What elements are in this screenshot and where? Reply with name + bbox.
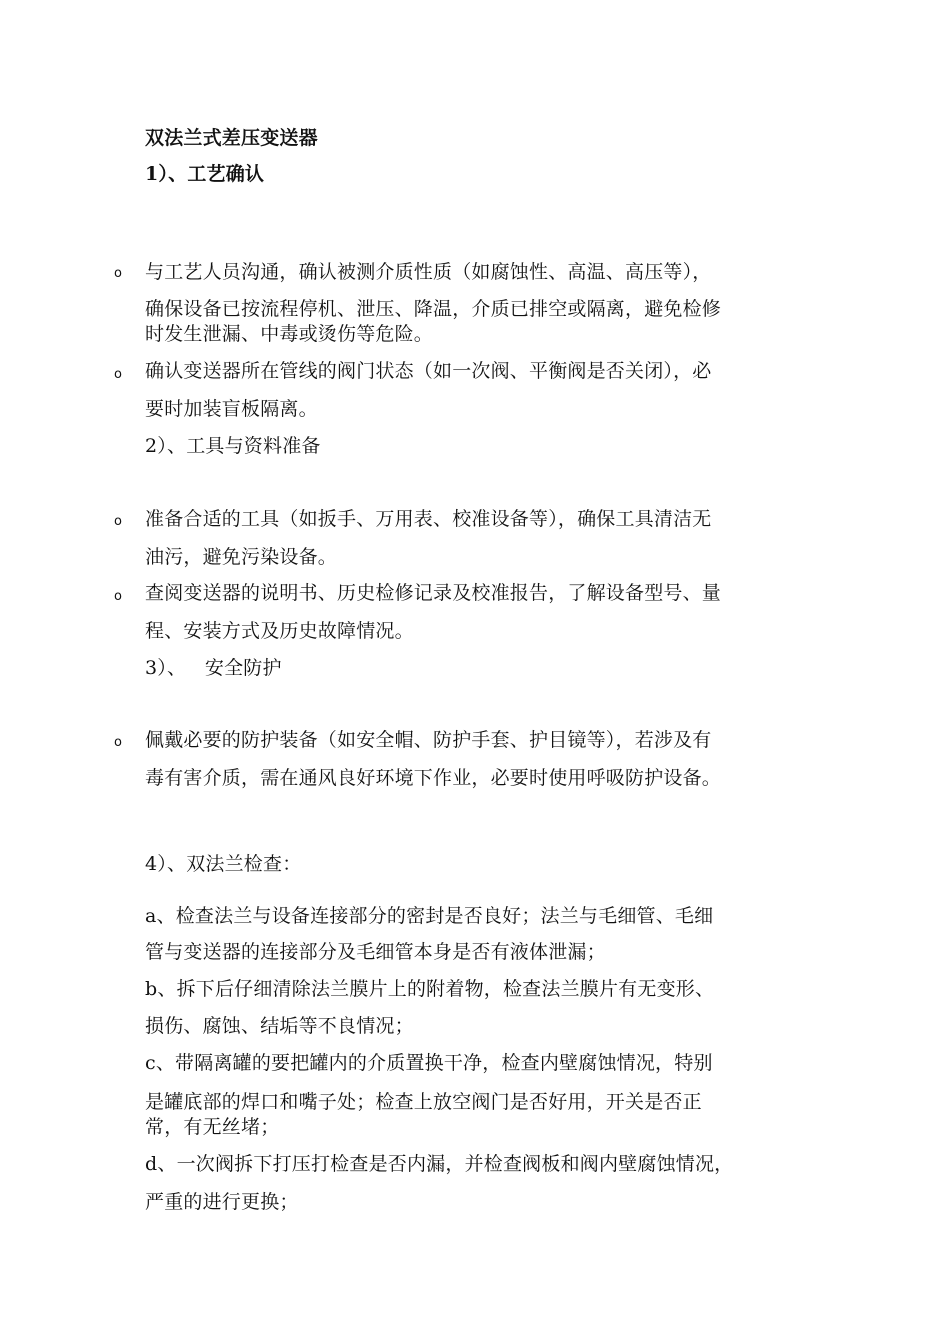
section-4-heading: 4）、双法兰检查： (145, 853, 302, 875)
bullet-marker: o (114, 589, 122, 604)
section-1-item-1-line-1: 与工艺人员沟通，确认被测介质性质（如腐蚀性、高温、高压等）， (145, 261, 712, 283)
section-1-item-1-line-2: 确保设备已按流程停机、泄压、降温，介质已排空或隔离，避免检修 (145, 298, 722, 320)
section-1-item-2-line-2: 要时加装盲板隔离。 (145, 398, 318, 420)
section-4-para-c-line-2: 是罐底部的焊口和嘴子处；检查上放空阀门是否好用，开关是否正 (145, 1091, 702, 1113)
bullet-marker: o (114, 735, 122, 750)
section-4-para-d-line-2: 严重的进行更换； (145, 1191, 299, 1213)
section-3-item-1-line-1: 佩戴必要的防护装备（如安全帽、防护手套、护目镜等），若涉及有 (145, 729, 712, 751)
bullet-marker: o (114, 367, 122, 382)
section-4-para-d-line-1: d、一次阀拆下打压打检查是否内漏，并检查阀板和阀内壁腐蚀情况， (145, 1153, 734, 1175)
section-4-para-b-line-1: b、拆下后仔细清除法兰膜片上的附着物，检查法兰膜片有无变形、 (145, 978, 715, 1000)
section-4-para-a-line-1: a、检查法兰与设备连接部分的密封是否良好；法兰与毛细管、毛细 (145, 905, 714, 927)
bullet-marker: o (114, 514, 122, 529)
section-1-item-2-line-1: 确认变送器所在管线的阀门状态（如一次阀、平衡阀是否关闭），必 (145, 360, 712, 382)
section-2-heading: 2）、工具与资料准备 (145, 435, 321, 457)
section-3-item-1-line-2: 毒有害介质，需在通风良好环境下作业，必要时使用呼吸防护设备。 (145, 767, 722, 789)
section-4-para-a-line-2: 管与变送器的连接部分及毛细管本身是否有液体泄漏； (145, 941, 606, 963)
section-2-item-2-line-1: 查阅变送器的说明书、历史检修记录及校准报告，了解设备型号、量 (145, 582, 722, 604)
document-title: 双法兰式差压变送器 (145, 127, 318, 149)
section-4-para-c-line-1: c、带隔离罐的要把罐内的介质置换干净，检查内壁腐蚀情况，特别 (145, 1052, 713, 1074)
section-3-heading: 3）、 安全防护 (145, 657, 282, 679)
section-2-item-1-line-1: 准备合适的工具（如扳手、万用表、校准设备等），确保工具清洁无 (145, 508, 712, 530)
bullet-marker: o (114, 266, 122, 281)
section-4-para-b-line-2: 损伤、腐蚀、结垢等不良情况； (145, 1015, 414, 1037)
section-1-item-1-line-3: 时发生泄漏、中毒或烫伤等危险。 (145, 323, 434, 345)
section-1-heading: 1）、工艺确认 (145, 163, 265, 185)
section-4-para-c-line-3: 常，有无丝堵； (145, 1116, 280, 1138)
section-2-item-2-line-2: 程、安装方式及历史故障情况。 (145, 620, 414, 642)
section-2-item-1-line-2: 油污，避免污染设备。 (145, 546, 338, 568)
